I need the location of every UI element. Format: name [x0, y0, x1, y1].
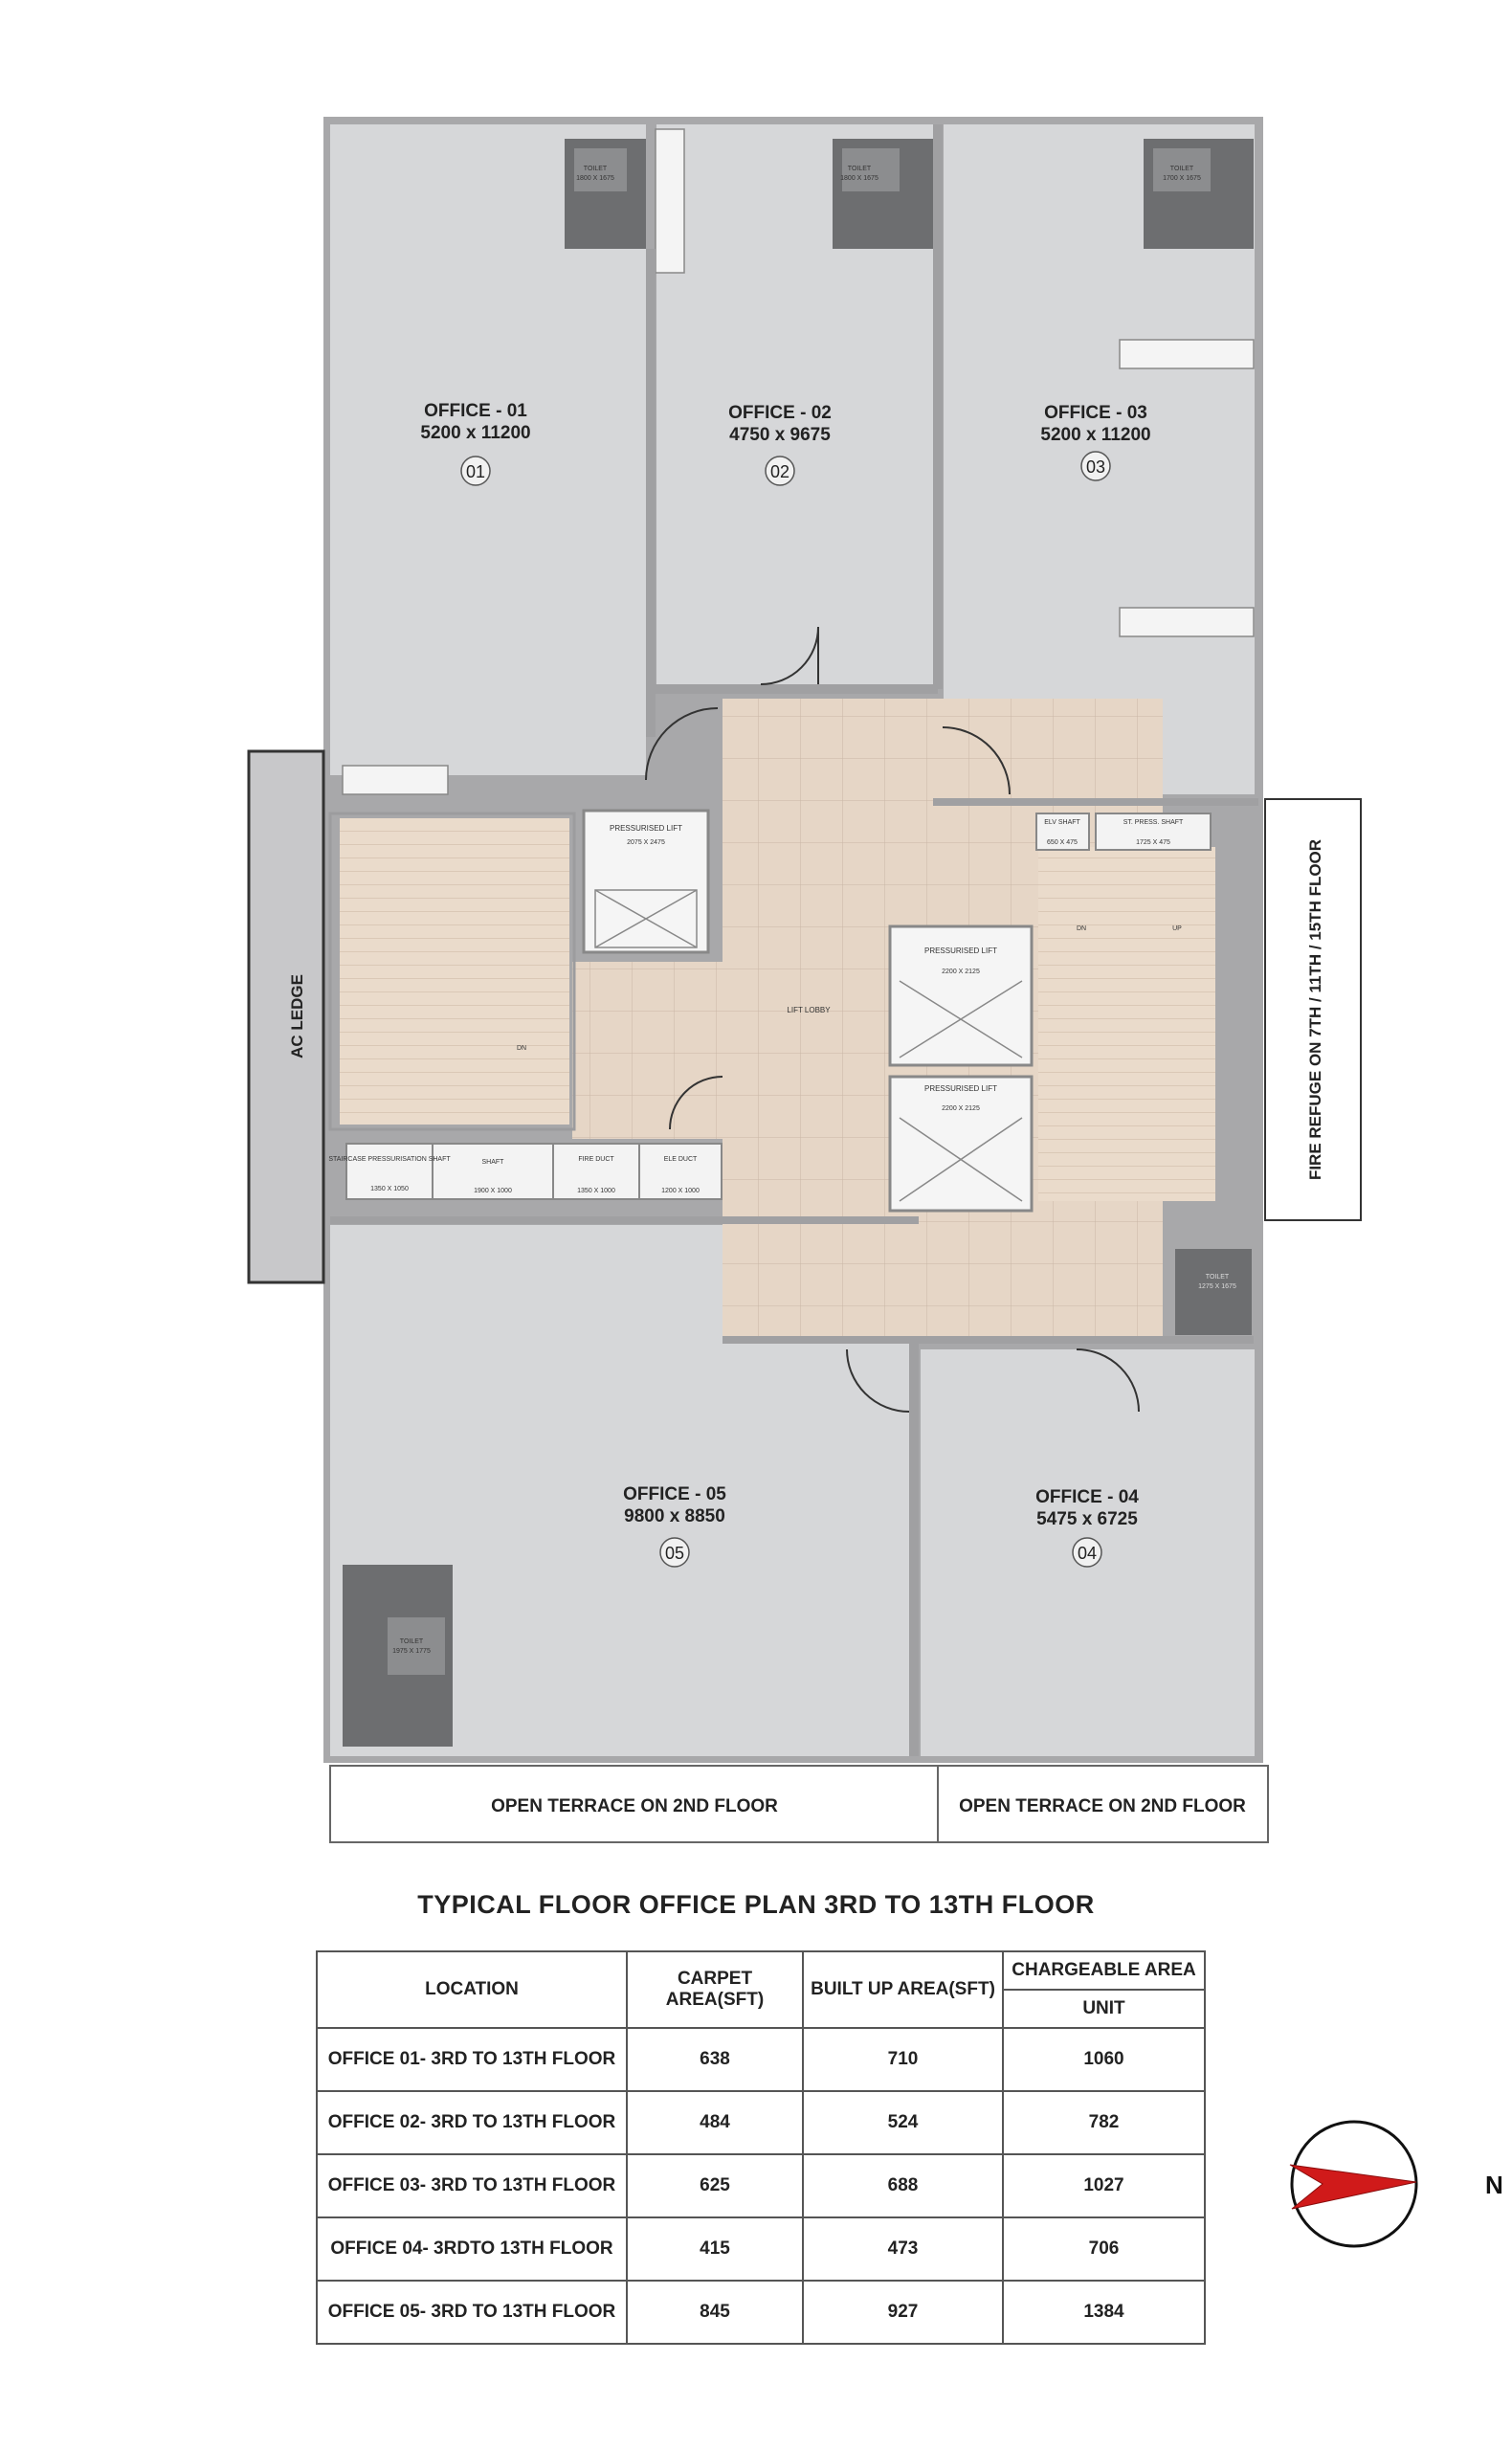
svg-text:1350 X 1050: 1350 X 1050 [370, 1186, 409, 1192]
compass-needle-icon [1290, 2165, 1416, 2209]
svg-text:TOILET: TOILET [1169, 166, 1194, 172]
svg-text:2200 X 2125: 2200 X 2125 [942, 969, 980, 975]
north-label: N [1485, 2171, 1503, 2199]
svg-text:SHAFT: SHAFT [481, 1159, 504, 1166]
svg-text:02: 02 [769, 462, 790, 481]
terrace-right-label: OPEN TERRACE ON 2ND FLOOR [959, 1796, 1246, 1816]
svg-text:650 X 475: 650 X 475 [1047, 839, 1078, 846]
header-chargeable: CHARGEABLE AREA [1003, 1951, 1205, 1990]
header-builtup: BUILT UP AREA(SFT) [803, 1951, 1003, 2028]
svg-text:PRESSURISED LIFT: PRESSURISED LIFT [609, 824, 683, 833]
table-title: TYPICAL FLOOR OFFICE PLAN 3RD TO 13TH FLOOR [417, 1890, 1095, 1919]
row-builtup: 927 [803, 2281, 1003, 2344]
table-row [317, 2154, 1205, 2217]
row-carpet: 625 [627, 2154, 803, 2217]
svg-text:TOILET: TOILET [1205, 1274, 1230, 1281]
svg-text:9800 x 8850: 9800 x 8850 [624, 1506, 725, 1526]
staircase-left [340, 818, 569, 1125]
svg-text:04: 04 [1077, 1544, 1098, 1563]
svg-text:1700 X 1675: 1700 X 1675 [1163, 175, 1201, 182]
row-carpet: 638 [627, 2028, 803, 2091]
row-unit: 782 [1003, 2091, 1205, 2154]
fire-refuge-label: FIRE REFUGE ON 7TH / 11TH / 15TH FLOOR [1306, 838, 1324, 1181]
svg-text:OFFICE - 03: OFFICE - 03 [1044, 403, 1147, 423]
svg-text:ELV SHAFT: ELV SHAFT [1044, 819, 1080, 826]
table-row [317, 2091, 1205, 2154]
area-table [316, 1950, 1206, 2345]
compass [1273, 2115, 1512, 2259]
corridor-floor [572, 962, 725, 1139]
svg-text:UP: UP [1172, 925, 1182, 932]
svg-text:03: 03 [1085, 457, 1106, 477]
row-location: OFFICE 03- 3RD TO 13TH FLOOR [317, 2154, 627, 2217]
svg-text:STAIRCASE PRESSURISATION SHAFT: STAIRCASE PRESSURISATION SHAFT [328, 1156, 451, 1163]
header-location: LOCATION [317, 1951, 627, 2028]
pressurised-lift-3 [890, 1077, 1032, 1211]
row-unit: 1027 [1003, 2154, 1205, 2217]
row-carpet: 484 [627, 2091, 803, 2154]
svg-text:OFFICE - 04: OFFICE - 04 [1035, 1487, 1139, 1507]
row-location: OFFICE 01- 3RD TO 13TH FLOOR [317, 2028, 627, 2091]
header-unit: UNIT [1003, 1990, 1205, 2028]
svg-text:OFFICE - 01: OFFICE - 01 [424, 401, 527, 421]
svg-text:LIFT LOBBY: LIFT LOBBY [787, 1006, 831, 1014]
table-row [317, 2217, 1205, 2281]
row-location: OFFICE 05- 3RD TO 13TH FLOOR [317, 2281, 627, 2344]
row-carpet: 845 [627, 2281, 803, 2344]
svg-text:1725 X 475: 1725 X 475 [1136, 839, 1170, 846]
svg-text:01: 01 [465, 462, 486, 481]
ac-ledge [249, 751, 323, 1282]
ac-ledge-label: AC LEDGE [288, 974, 306, 1058]
svg-text:1975 X 1775: 1975 X 1775 [392, 1648, 431, 1655]
header-carpet: CARPET AREA(SFT) [627, 1951, 803, 2028]
svg-text:OFFICE - 02: OFFICE - 02 [728, 403, 832, 423]
terrace-left-label: OPEN TERRACE ON 2ND FLOOR [491, 1796, 778, 1816]
svg-text:1800 X 1675: 1800 X 1675 [576, 175, 614, 182]
svg-text:TOILET: TOILET [399, 1638, 424, 1645]
svg-text:4750 x 9675: 4750 x 9675 [729, 425, 831, 445]
row-unit: 1060 [1003, 2028, 1205, 2091]
row-builtup: 688 [803, 2154, 1003, 2217]
staircase-right [1038, 847, 1215, 1201]
toilet-4 [1175, 1249, 1252, 1335]
svg-text:PRESSURISED LIFT: PRESSURISED LIFT [923, 947, 998, 955]
svg-text:ELE DUCT: ELE DUCT [663, 1156, 698, 1163]
svg-text:2075 X 2475: 2075 X 2475 [627, 839, 665, 846]
svg-text:OFFICE - 05: OFFICE - 05 [623, 1484, 726, 1504]
svg-text:DN: DN [516, 1045, 527, 1052]
svg-text:1900 X 1000: 1900 X 1000 [474, 1188, 512, 1194]
row-unit: 706 [1003, 2217, 1205, 2281]
svg-text:2200 X 2125: 2200 X 2125 [942, 1105, 980, 1112]
row-carpet: 415 [627, 2217, 803, 2281]
svg-text:05: 05 [664, 1544, 685, 1563]
row-location: OFFICE 04- 3RDTO 13TH FLOOR [317, 2217, 627, 2281]
svg-text:5200 x 11200: 5200 x 11200 [420, 423, 531, 443]
svg-text:DN: DN [1076, 925, 1087, 932]
row-builtup: 473 [803, 2217, 1003, 2281]
row-builtup: 524 [803, 2091, 1003, 2154]
row-builtup: 710 [803, 2028, 1003, 2091]
row-location: OFFICE 02- 3RD TO 13TH FLOOR [317, 2091, 627, 2154]
svg-text:TOILET: TOILET [847, 166, 872, 172]
row-unit: 1384 [1003, 2281, 1205, 2344]
svg-text:FIRE DUCT: FIRE DUCT [578, 1156, 614, 1163]
svg-text:1350 X 1000: 1350 X 1000 [577, 1188, 615, 1194]
svg-text:PRESSURISED LIFT: PRESSURISED LIFT [923, 1084, 998, 1093]
svg-text:1275 X 1675: 1275 X 1675 [1198, 1283, 1236, 1290]
svg-text:5200 x 11200: 5200 x 11200 [1040, 425, 1151, 445]
table-row [317, 2028, 1205, 2091]
table-row [317, 2281, 1205, 2344]
svg-text:5475 x 6725: 5475 x 6725 [1036, 1509, 1138, 1529]
svg-text:1800 X 1675: 1800 X 1675 [840, 175, 878, 182]
svg-text:TOILET: TOILET [583, 166, 608, 172]
svg-text:ST. PRESS. SHAFT: ST. PRESS. SHAFT [1123, 819, 1184, 826]
svg-text:1200 X 1000: 1200 X 1000 [661, 1188, 700, 1194]
